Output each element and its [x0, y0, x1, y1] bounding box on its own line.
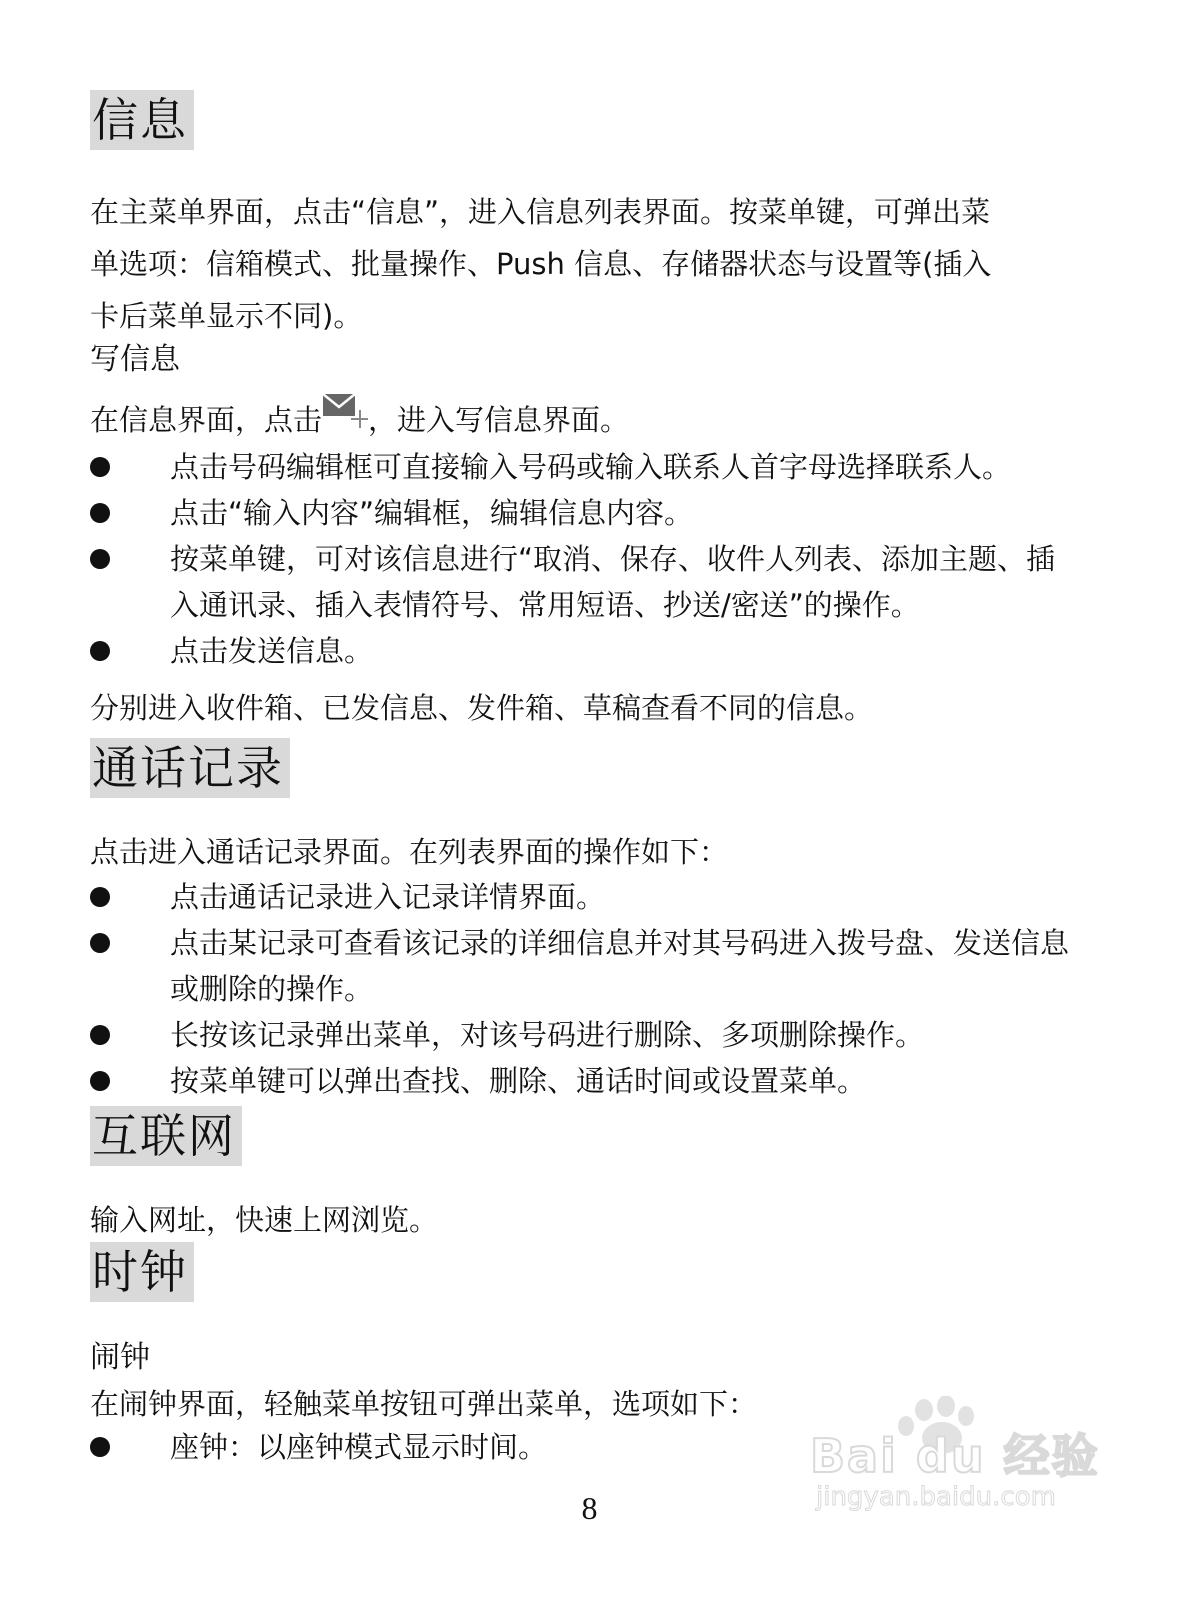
- bullet-dot: [90, 933, 110, 953]
- messages-outro: 分别进入收件箱、已发信息、发件箱、草稿查看不同的信息。: [90, 691, 874, 725]
- bullet-dot: [90, 503, 110, 523]
- clock-intro: 在闹钟界面，轻触菜单按钮可弹出菜单，选项如下：: [90, 1387, 758, 1421]
- baidu-watermark: [806, 1396, 1106, 1526]
- section-heading-messages: 信息: [90, 90, 194, 150]
- compose-instruction-before: 在信息界面，点击: [90, 403, 323, 437]
- section-heading-clock: 时钟: [90, 1242, 194, 1302]
- compose-instruction-after: ，进入写信息界面。: [368, 403, 630, 437]
- messages-intro-line-1: 在主菜单界面，点击“信息”，进入信息列表界面。按菜单键，可弹出菜: [90, 195, 991, 229]
- bullet-dot: [90, 1025, 110, 1045]
- bullet-dot: [90, 549, 110, 569]
- bullet-dot: [90, 641, 110, 661]
- compose-message-title: 写信息: [90, 342, 180, 377]
- section-heading-internet: 互联网: [90, 1106, 242, 1166]
- messages-intro-line-3: 卡后菜单显示不同)。: [90, 299, 363, 333]
- compose-message-icon: [322, 394, 368, 434]
- watermark-url: jingyan.baidu.com: [816, 1482, 1056, 1512]
- messages-intro-line-2: 单选项：信箱模式、批量操作、Push 信息、存储器状态与设置等(插入: [90, 247, 992, 281]
- alarm-title: 闹钟: [90, 1340, 150, 1375]
- bullet-dot: [90, 1437, 110, 1457]
- page-number: 8: [581, 1490, 598, 1526]
- manual-page: 信息 在主菜单界面，点击“信息”，进入信息列表界面。按菜单键，可弹出菜 单选项：信箱模式、批量操作、Push 信息、存储器状态与设置等(插入 卡后菜单显示不同)。 写信息 在信息界面，点击 ，进入写信息界面。 点击号码编辑框可直接输入号码或输入联系人首字母选择联系人。 点击“输入内容”编辑框，编辑信息内容。 按菜单键，可对该信息进行“取消、保存、收件人列表、添加主题、插入通讯录、插入表情符号、常用短语、抄送/密送”的操作。 点击发送信息。 分别进入收件箱、已发信息、发件箱、草稿查看不同的信息。 通话记录 点击进入通话记录界面。在列表界面的操作如下： 点击通话记录进入记录详情界面。 点击某记录可查看该记录的详细信息并对其号码进入拨号盘、发送信息或删除的操作。 长按该记录弹出菜单，对该号码进行删除、多项删除操作。 按菜单键可以弹出查找、删除、通话时间或设置菜单。 互联网 输入网址，快速上网浏览。 时钟 闹钟 在闹钟界面，轻触菜单按钮可弹出菜单，选项如下： 座钟：以座钟模式显示时间。 8 Bai du 经验 jingyan.baidu.com: [0, 0, 1179, 1610]
- internet-text: 输入网址，快速上网浏览。: [90, 1203, 439, 1237]
- bullet-dot: [90, 1071, 110, 1091]
- call-log-intro: 点击进入通话记录界面。在列表界面的操作如下：: [90, 835, 729, 869]
- watermark-brand: Bai du 经验: [810, 1429, 1100, 1483]
- compose-instruction: [90, 394, 1090, 446]
- bullet-dot: [90, 887, 110, 907]
- bullet-dot: [90, 457, 110, 477]
- section-heading-call-log: 通话记录: [90, 738, 290, 798]
